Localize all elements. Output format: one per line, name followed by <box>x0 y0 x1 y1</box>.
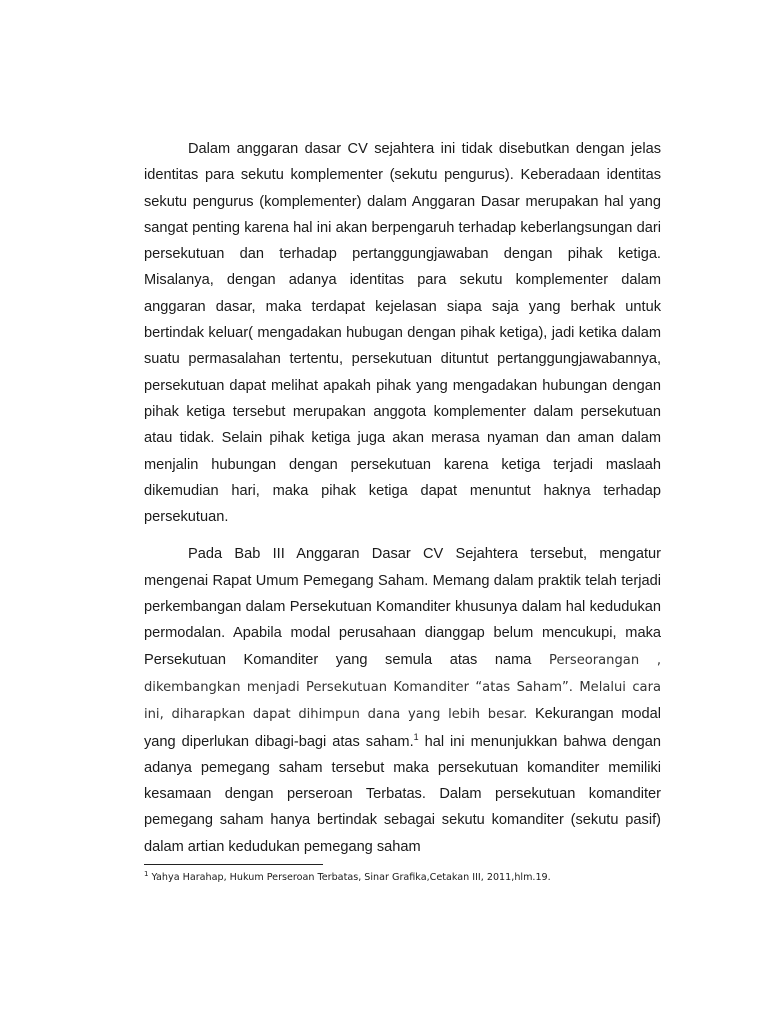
footnote <box>144 871 664 885</box>
paragraph-1: Dalam anggaran dasar CV sejahtera ini tidak disebutkan dengan jelas identitas para sekutu komplementer (sekutu pengurus). Keberadaan identitas sekutu pengurus (komplementer) dalam Anggaran Dasar merupakan hal yang sangat penting karena hal ini akan berpengaruh terhadap keberlangsungan dari persekutuan dan terhadap pertanggungjawaban dengan pihak ketiga. Misalanya, dengan adanya identitas para sekutu komplementer dalam anggaran dasar, maka terdapat kejelasan siapa saja yang berhak untuk bertindak keluar( mengadakan hubugan dengan pihak ketiga), jadi ketika dalam suatu permasalahan tertentu, persekutuan dituntut pertanggungjawabannya, persekutuan dapat melihat apakah pihak yang mengadakan hubungan dengan pihak ketiga tersebut merupakan anggota komplementer dalam persekutuan atau tidak. Selain pihak ketiga juga akan merasa nyaman dan aman dalam menjalin hubungan dengan persekutuan karena ketiga terjadi maslaah dikemudian hari, maka pihak ketiga dapat menuntut haknya terhadap persekutuan. <box>144 141 661 526</box>
footnote-number: 1 <box>144 869 149 878</box>
paragraph-2 <box>144 541 661 860</box>
document-body <box>144 136 661 860</box>
footnote-reference[interactable]: 1 <box>413 731 419 742</box>
paragraph-2-text-4: hal ini menunjukkan bahwa dengan adanya pemegang saham tersebut maka persekutuan komanditer memiliki kesamaan dengan perseroan Terbatas. Dalam persekutuan komanditer pemegang saham hanya bertindak sebagai sekutu komanditer (sekutu pasif) dalam artian kedudukan pemegang saham <box>144 733 662 855</box>
paragraph-2-text-1: Pada Bab III Anggaran Dasar CV Sejahtera tersebut, mengatur mengenai Rapat Umum Pemegang Saham. Memang dalam praktik telah terjadi perkembangan dalam Persekutuan Komanditer khusunya dalam hal kedudukan permodalan. Apabila modal perusahaan dianggap belum mencukupi, maka Persekutuan Komanditer yang semula atas nama <box>144 546 661 668</box>
footnote-separator <box>144 864 323 865</box>
paragraph-2-text-2: Perseorangan , dikembangkan menjadi Persekutuan Komanditer “atas Saham”. Melalui cara ini, diharapkan dapat dihimpun dana yang lebih besar. <box>144 652 661 723</box>
footnote-text: Yahya Harahap, Hukum Perseroan Terbatas, Sinar Grafika,Cetakan III, 2011,hlm.19. <box>148 872 551 883</box>
paragraph-2-text-3: Kekurangan modal yang diperlukan dibagi-bagi atas saham. <box>144 706 662 750</box>
